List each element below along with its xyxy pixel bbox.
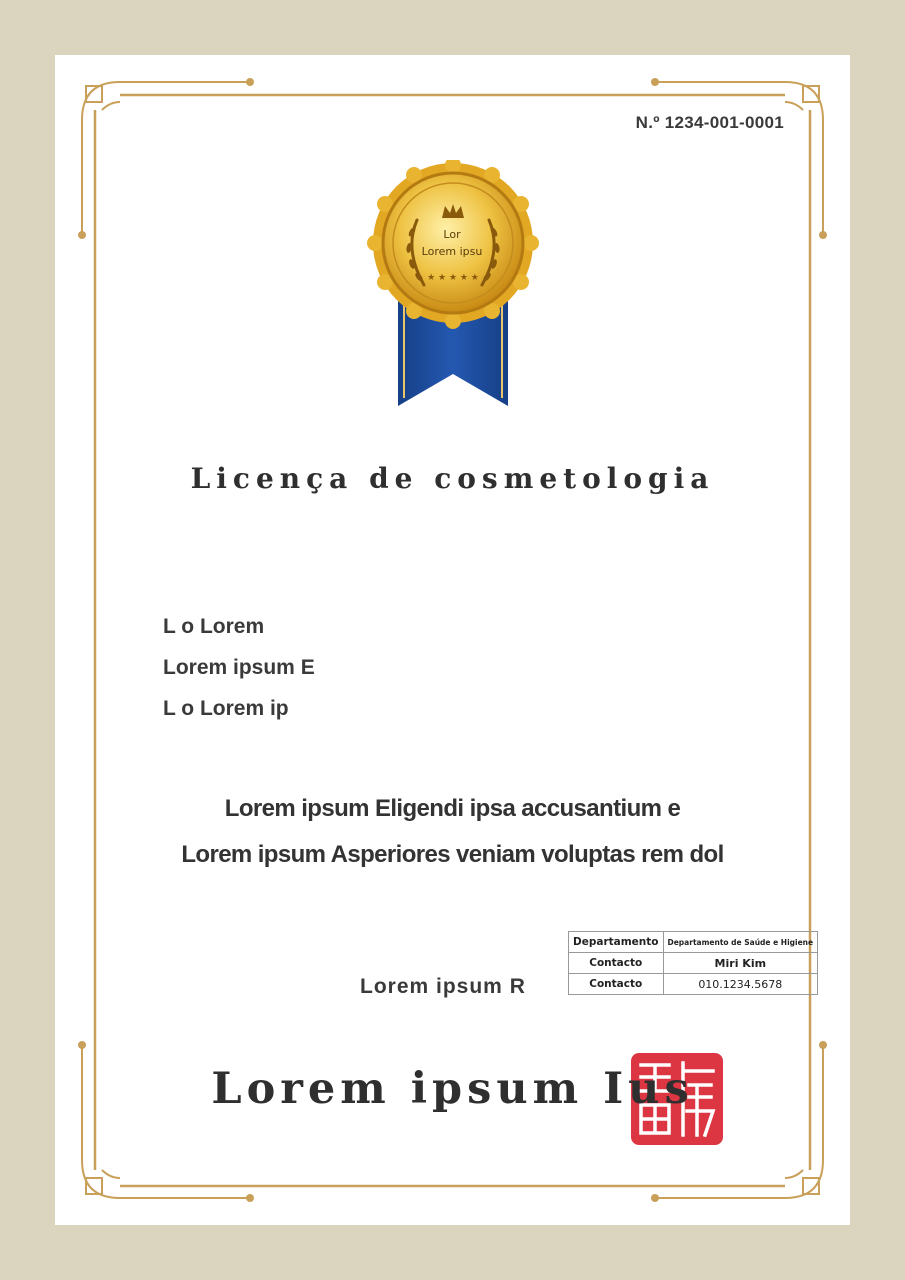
table-value: Departamento de Saúde e Higiene [663,932,818,953]
medal-label-bottom: Lorem ipsu [421,245,483,258]
table-key: Contacto [569,974,664,995]
statement-line-1: Lorem ipsum Eligendi ipsa accusantium e [224,795,681,822]
svg-text:★ ★ ★ ★ ★: ★ ★ ★ ★ ★ [427,273,479,283]
table-row [569,932,818,953]
holder-info [163,606,315,729]
holder-line-2: Lorem ipsum E [163,656,315,679]
certificate-statement [0,786,905,878]
table-row [569,974,818,995]
table-value: 010.1234.5678 [663,974,818,995]
issuer-name: Lorem ipsum Ius [211,1064,694,1114]
table-key: Departamento [569,932,664,953]
holder-line-1: L o Lorem [163,615,265,638]
table-key: Contacto [569,953,664,974]
certificate-title: Licença de cosmetologia [190,462,715,495]
award-medal-icon [362,160,544,412]
table-row [569,953,818,974]
certificate-number: N.º 1234-001-0001 [635,113,784,132]
table-value: Miri Kim [663,953,818,974]
signature-label: Lorem ipsum R [360,975,526,998]
holder-line-3: L o Lorem ip [163,697,289,720]
medal-label-top: Lor [443,228,461,241]
contact-table [568,931,818,995]
statement-line-2: Lorem ipsum Asperiores veniam voluptas rem dol [181,841,724,868]
